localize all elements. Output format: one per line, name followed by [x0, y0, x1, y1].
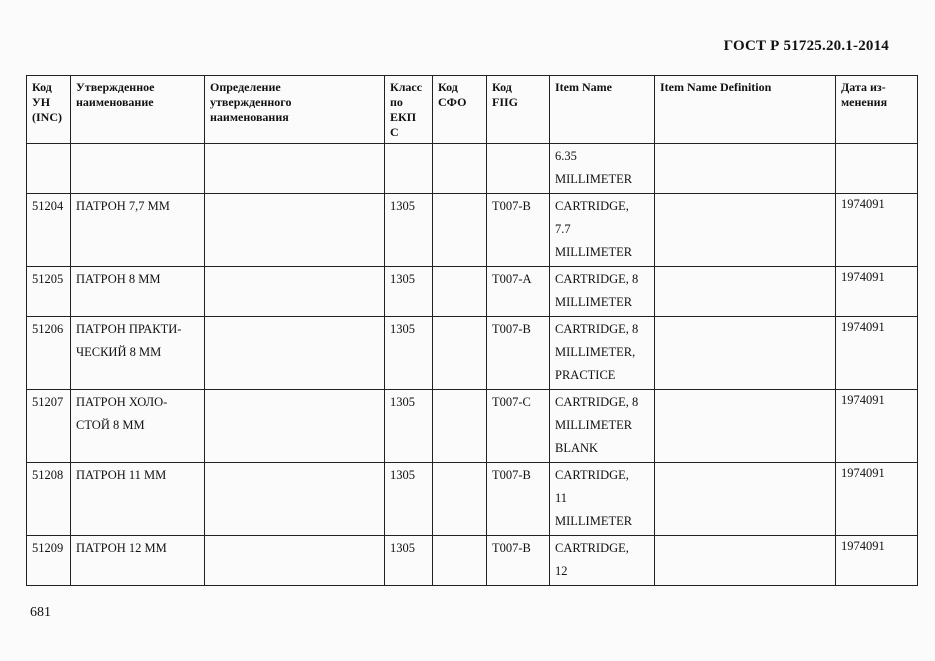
- column-header-line: Дата из-: [841, 80, 886, 94]
- column-header: [550, 76, 655, 144]
- cell-line: 6.35: [555, 149, 577, 163]
- table-row: [27, 463, 918, 536]
- cell-line: MILLIMETER: [555, 418, 633, 432]
- column-header-line: по: [390, 95, 403, 109]
- sfo-code-cell: [433, 267, 487, 317]
- item-name-definition-cell: [655, 463, 836, 536]
- cell-line: MILLIMETER,: [555, 345, 636, 359]
- item-name-cell: [550, 317, 655, 390]
- item-name-definition-cell: [655, 144, 836, 194]
- change-date-cell: 1974091: [836, 390, 918, 463]
- approved-name-cell: [71, 390, 205, 463]
- column-header: [433, 76, 487, 144]
- table-body: [27, 144, 918, 586]
- table-row: [27, 536, 918, 586]
- column-header: [27, 76, 71, 144]
- item-name-cell: [550, 463, 655, 536]
- fiig-code-cell: [487, 144, 550, 194]
- definition-cell: [205, 267, 385, 317]
- approved-name-cell: [71, 463, 205, 536]
- class-cell: 1305: [385, 267, 433, 317]
- cell-line: ПАТРОН 7,7 ММ: [76, 199, 170, 213]
- cell-line: MILLIMETER: [555, 295, 633, 309]
- table-row: [27, 317, 918, 390]
- inc-code-cell: 51205: [27, 267, 71, 317]
- change-date-cell: 1974091: [836, 536, 918, 586]
- cell-line: CARTRIDGE,: [555, 541, 629, 555]
- fiig-code-cell: T007-B: [487, 317, 550, 390]
- table-row: [27, 194, 918, 267]
- class-cell: [385, 144, 433, 194]
- cell-line: СТОЙ 8 ММ: [76, 418, 145, 432]
- column-header-line: Код: [32, 80, 52, 94]
- class-cell: 1305: [385, 390, 433, 463]
- definition-cell: [205, 194, 385, 267]
- sfo-code-cell: [433, 463, 487, 536]
- table-row: [27, 144, 918, 194]
- column-header-line: ЕКП: [390, 110, 417, 124]
- approved-name-cell: [71, 317, 205, 390]
- table-row: [27, 267, 918, 317]
- cell-line: MILLIMETER: [555, 245, 633, 259]
- item-name-cell: [550, 536, 655, 586]
- catalog-table: [26, 75, 918, 586]
- definition-cell: [205, 536, 385, 586]
- approved-name-cell: [71, 267, 205, 317]
- inc-code-cell: [27, 144, 71, 194]
- document-standard-number: ГОСТ Р 51725.20.1-2014: [723, 38, 889, 54]
- inc-code-cell: 51208: [27, 463, 71, 536]
- definition-cell: [205, 463, 385, 536]
- approved-name-cell: [71, 536, 205, 586]
- cell-line: PRACTICE: [555, 368, 616, 382]
- cell-line: ПАТРОН ПРАКТИ-: [76, 322, 182, 336]
- inc-code-cell: 51207: [27, 390, 71, 463]
- item-name-cell: [550, 390, 655, 463]
- column-header-line: СФО: [438, 95, 467, 109]
- table-row: [27, 390, 918, 463]
- column-header: [836, 76, 918, 144]
- column-header-line: Код: [492, 80, 512, 94]
- change-date-cell: 1974091: [836, 267, 918, 317]
- page-number: 681: [30, 605, 51, 620]
- column-header-line: Item Name: [555, 80, 612, 94]
- cell-line: ПАТРОН 8 ММ: [76, 272, 161, 286]
- class-cell: 1305: [385, 536, 433, 586]
- cell-line: CARTRIDGE, 8: [555, 322, 639, 336]
- column-header-line: Item Name Definition: [660, 80, 772, 94]
- column-header: [71, 76, 205, 144]
- change-date-cell: 1974091: [836, 317, 918, 390]
- cell-line: MILLIMETER: [555, 514, 633, 528]
- cell-line: CARTRIDGE, 8: [555, 395, 639, 409]
- cell-line: ЧЕСКИЙ 8 ММ: [76, 345, 162, 359]
- fiig-code-cell: T007-A: [487, 267, 550, 317]
- cell-line: ПАТРОН 12 ММ: [76, 541, 167, 555]
- cell-line: CARTRIDGE,: [555, 468, 629, 482]
- class-cell: 1305: [385, 463, 433, 536]
- fiig-code-cell: T007-B: [487, 194, 550, 267]
- change-date-cell: [836, 144, 918, 194]
- item-name-definition-cell: [655, 267, 836, 317]
- inc-code-cell: 51204: [27, 194, 71, 267]
- cell-line: CARTRIDGE,: [555, 199, 629, 213]
- approved-name-cell: [71, 144, 205, 194]
- column-header-line: Утвержденное: [76, 80, 155, 94]
- class-cell: 1305: [385, 317, 433, 390]
- fiig-code-cell: T007-B: [487, 536, 550, 586]
- item-name-cell: [550, 194, 655, 267]
- sfo-code-cell: [433, 536, 487, 586]
- column-header-line: FIIG: [492, 95, 519, 109]
- column-header-line: С: [390, 125, 399, 139]
- fiig-code-cell: T007-B: [487, 463, 550, 536]
- inc-code-cell: 51206: [27, 317, 71, 390]
- sfo-code-cell: [433, 317, 487, 390]
- sfo-code-cell: [433, 144, 487, 194]
- column-header-line: (INC): [32, 110, 62, 124]
- change-date-cell: 1974091: [836, 194, 918, 267]
- column-header: [655, 76, 836, 144]
- column-header-line: менения: [841, 95, 888, 109]
- sfo-code-cell: [433, 194, 487, 267]
- item-name-definition-cell: [655, 536, 836, 586]
- fiig-code-cell: T007-C: [487, 390, 550, 463]
- cell-line: 12: [555, 564, 568, 578]
- item-name-definition-cell: [655, 390, 836, 463]
- column-header-line: Определение: [210, 80, 281, 94]
- cell-line: 11: [555, 491, 568, 505]
- column-header-line: Код: [438, 80, 458, 94]
- column-header-line: УН: [32, 95, 51, 109]
- cell-line: BLANK: [555, 441, 599, 455]
- column-header-line: наименование: [76, 95, 154, 109]
- cell-line: 7.7: [555, 222, 571, 236]
- item-name-definition-cell: [655, 317, 836, 390]
- column-header-line: утвержденного: [210, 95, 292, 109]
- cell-line: ПАТРОН 11 ММ: [76, 468, 167, 482]
- column-header: [487, 76, 550, 144]
- class-cell: 1305: [385, 194, 433, 267]
- definition-cell: [205, 317, 385, 390]
- approved-name-cell: [71, 194, 205, 267]
- column-header-line: наименования: [210, 110, 289, 124]
- cell-line: CARTRIDGE, 8: [555, 272, 639, 286]
- column-header: [385, 76, 433, 144]
- column-header: [205, 76, 385, 144]
- cell-line: ПАТРОН ХОЛО-: [76, 395, 168, 409]
- table-header-row: [27, 76, 918, 144]
- sfo-code-cell: [433, 390, 487, 463]
- item-name-cell: [550, 267, 655, 317]
- definition-cell: [205, 390, 385, 463]
- item-name-cell: [550, 144, 655, 194]
- inc-code-cell: 51209: [27, 536, 71, 586]
- definition-cell: [205, 144, 385, 194]
- item-name-definition-cell: [655, 194, 836, 267]
- change-date-cell: 1974091: [836, 463, 918, 536]
- column-header-line: Класс: [390, 80, 423, 94]
- cell-line: MILLIMETER: [555, 172, 633, 186]
